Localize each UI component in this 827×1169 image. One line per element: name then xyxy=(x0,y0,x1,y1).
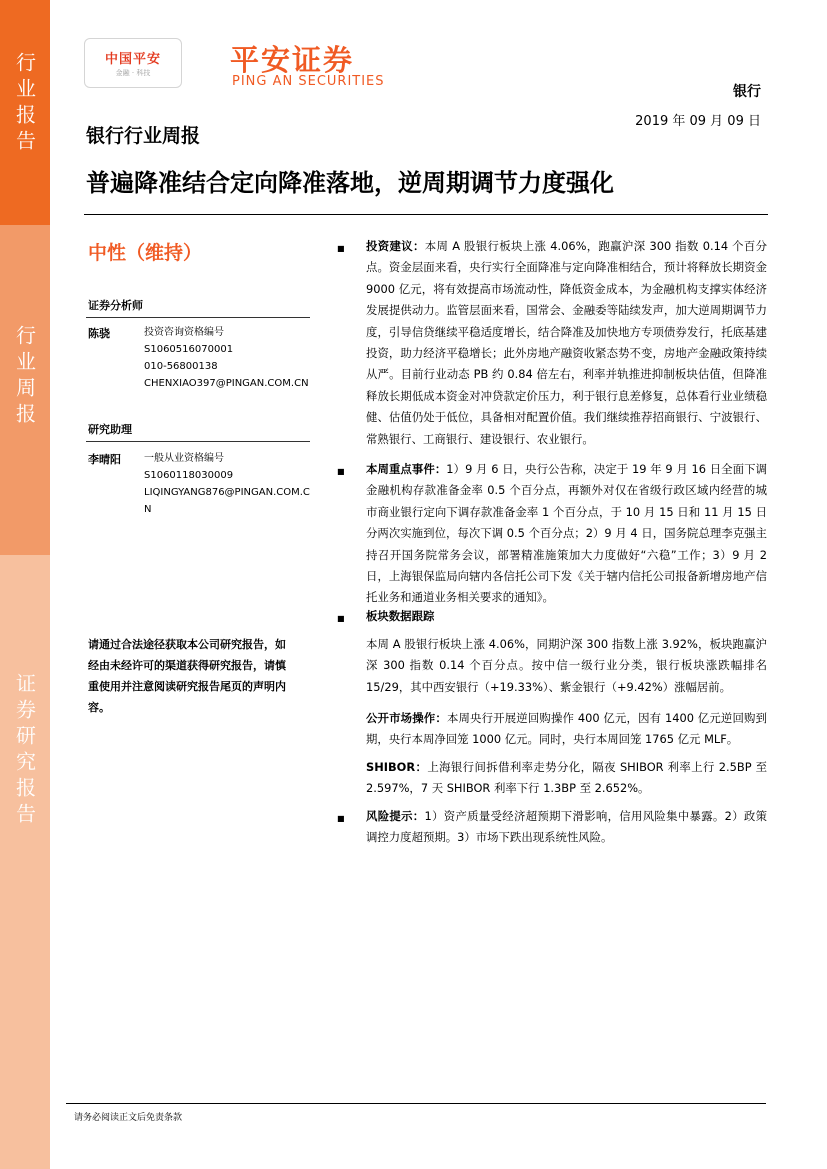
sidebar-label-report: 行业报告 xyxy=(12,52,37,156)
tracking-paragraph: 本周 A 股银行板块上涨 4.06%，同期沪深 300 指数上涨 3.92%，板块跑赢沪深 300 指数 0.14 个百分点。按中信一级行业分类，银行板块涨跌幅排名 15/29，其中西安银行（+19.33%）、紫金银行（+9.42%）涨幅居前。 xyxy=(366,637,767,694)
assistant-email: LIQINGYANG876@PINGAN.COM.CN xyxy=(144,487,310,515)
events-label: 本周重点事件： xyxy=(366,462,447,476)
industry-label: 银行 xyxy=(733,84,761,100)
events-paragraph xyxy=(366,459,767,609)
analyst-email: CHENXIAO397@PINGAN.COM.CN xyxy=(144,378,309,389)
shibor-label: SHIBOR： xyxy=(366,760,428,774)
header-divider xyxy=(84,214,768,215)
open-market-text: 本周央行开展逆回购操作 400 亿元，因有 1400 亿元逆回购到期，央行本周净回笼 1000 亿元。同时，央行本周回笼 1765 亿元 MLF。 xyxy=(366,711,767,747)
sidebar-section-research xyxy=(0,555,50,1169)
bullet-icon: ■ xyxy=(337,244,345,253)
bullet-icon: ■ xyxy=(337,614,345,623)
brand-name: 平安证券 xyxy=(230,43,355,77)
footer-disclaimer: 请务必阅读正文后免责条款 xyxy=(74,1113,183,1123)
events-text: 1）9 月 6 日，央行公告称，决定于 19 年 9 月 16 日全面下调金融机构存款准备金率 0.5 个百分点，再额外对仅在省级行政区域内经营的城市商业银行定向下调存款准备金率 1 个百分点，于 10 月 15 日和 11 月 15 日分两次实施到位，每次下调 0.5 个百分点；2）9 月 4 日，国务院总理李克强主持召开国务院常务会议，部署精准施策加大力度做好“六稳”工作；3）9 月 2 日，上海银保监局向辖内各信托公司下发《关于辖内信托公司报备新增房地产信托业务和通道业务相关要求的通知》。 xyxy=(366,462,767,605)
tracking-heading: 板块数据跟踪 xyxy=(366,609,435,623)
sidebar-section-weekly xyxy=(0,225,50,555)
analyst-name: 陈骁 xyxy=(88,327,110,340)
analyst-cert-number: S1060516070001 xyxy=(144,344,234,355)
analyst-info xyxy=(144,324,314,392)
open-market-paragraph xyxy=(366,708,767,751)
assistant-name: 李晴阳 xyxy=(88,453,121,466)
investment-text: 本周 A 股银行板块上涨 4.06%，跑赢沪深 300 指数 0.14 个百分点。资金层面来看，央行实行全面降准与定向降准相结合，预计将释放长期资金 9000 亿元，将有效提高市场流动性，降低资金成本，为金融机构支撑实体经济发展提供动力。监管层面来看，国常会、金融委等陆续发声，加大逆周期调节力度，引导信贷继续平稳适度增长，结合降准及加快地方专项债券发行，托底基建投资，助力经济平稳增长；此外房地产融资收紧态势不变，房地产金融政策持续从严。目前行业动态 PB 约 0.84 倍左右，利率并轨推进抑制板块估值，但降准释放长期低成本资金对冲贷款定价压力，利于银行息差修复，总体看行业业绩稳健、估值仍处于低位，具备相对配置价值。我们继续推荐招商银行、宁波银行、常熟银行、工商银行、建设银行、农业银行。 xyxy=(366,239,767,446)
pingan-logo xyxy=(84,38,182,88)
risk-text: 1）资产质量受经济超预期下滑影响，信用风险集中暴露。2）政策调控力度超预期。3）市场下跌出现系统性风险。 xyxy=(366,809,767,845)
sidebar-label-weekly: 行业周报 xyxy=(12,325,37,429)
analyst-cert-label: 投资咨询资格编号 xyxy=(144,327,224,338)
analyst-section-label: 证券分析师 xyxy=(88,299,143,312)
rating: 中性（维持） xyxy=(88,242,203,264)
report-date: 2019 年 09 月 09 日 xyxy=(635,114,761,129)
investment-paragraph xyxy=(366,236,767,450)
bullet-icon: ■ xyxy=(337,467,345,476)
open-market-label: 公开市场操作： xyxy=(366,711,447,725)
investment-label: 投资建议： xyxy=(366,239,425,253)
shibor-paragraph xyxy=(366,757,767,800)
sidebar-label-research: 证券研究报告 xyxy=(12,673,37,829)
risk-label: 风险提示： xyxy=(366,809,425,823)
brand-name-en: PING AN SECURITIES xyxy=(232,74,385,89)
analyst-phone: 010-56800138 xyxy=(144,361,218,372)
disclaimer-text: 请通过合法途径获取本公司研究报告，如经由未经许可的渠道获得研究报告，请慎重使用并注意阅读研究报告尾页的声明内容。 xyxy=(88,638,286,714)
report-type: 银行行业周报 xyxy=(86,125,201,147)
analyst-divider xyxy=(86,317,310,318)
assistant-cert-number: S1060118030009 xyxy=(144,470,234,481)
logo-subtext: 金融 · 科技 xyxy=(115,69,151,77)
assistant-info xyxy=(144,450,314,518)
footer-divider xyxy=(66,1103,766,1104)
logo-text: 中国平安 xyxy=(104,52,161,67)
sidebar-section-report xyxy=(0,0,50,225)
shibor-text: 上海银行间拆借利率走势分化，隔夜 SHIBOR 利率上行 2.5BP 至 2.597%，7 天 SHIBOR 利率下行 1.3BP 至 2.652%。 xyxy=(366,760,767,796)
bullet-icon: ■ xyxy=(337,814,345,823)
risk-paragraph xyxy=(366,806,767,849)
assistant-section-label: 研究助理 xyxy=(88,423,132,436)
assistant-divider xyxy=(86,441,310,442)
page-title: 普遍降准结合定向降准落地，逆周期调节力度强化 xyxy=(86,169,614,197)
assistant-cert-label: 一般从业资格编号 xyxy=(144,453,224,464)
